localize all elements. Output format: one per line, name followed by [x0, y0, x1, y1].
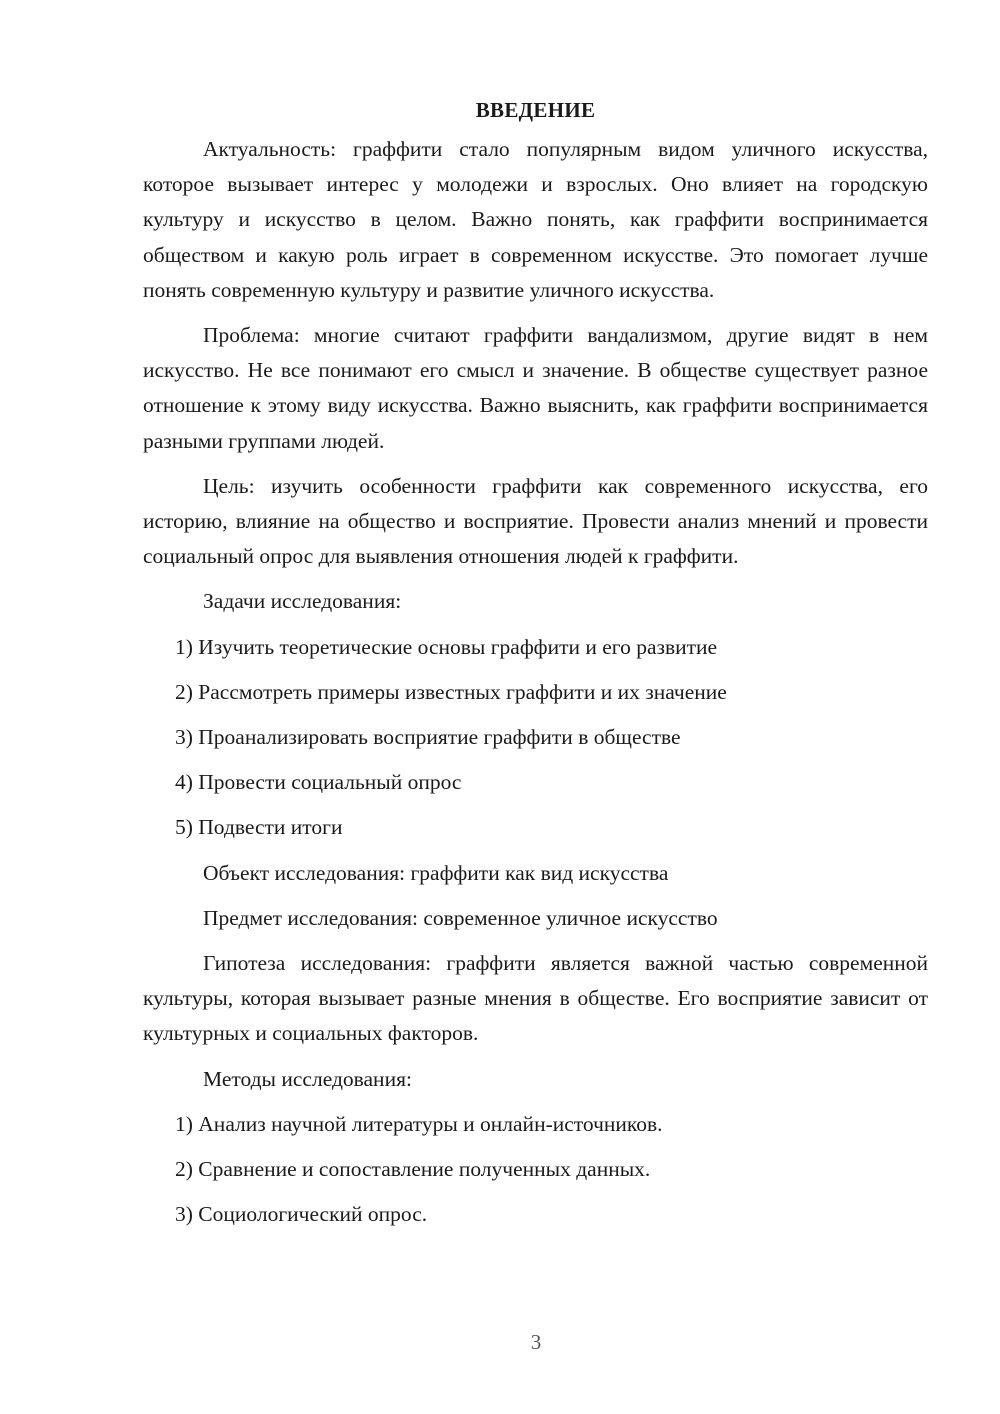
tasks-title: Задачи исследования: — [203, 589, 402, 614]
subject-paragraph: Предмет исследования: современное уличное искусство — [203, 905, 718, 930]
problem-paragraph: Проблема: многие считают граффити вандализмом, другие видят в нем искусство. Не все понимают его смысл и значение. В обществе существует разное отношение к этому виду искусства. Важно выяснить, как граффити воспринимается разными группами людей. — [143, 323, 928, 453]
methods-title: Методы исследования: — [203, 1066, 412, 1091]
goal-paragraph: Цель: изучить особенности граффити как современного искусства, его историю, влияние на общество и восприятие. Провести анализ мнений и провести социальный опрос для выявления отношения людей к граффити. — [143, 473, 928, 569]
task-item: 5) Подвести итоги — [175, 815, 343, 840]
method-item: 1) Анализ научной литературы и онлайн-источников. — [175, 1111, 663, 1136]
task-item: 1) Изучить теоретические основы граффити и его развитие — [175, 634, 718, 659]
section-heading: ВВЕДЕНИЕ — [475, 98, 596, 122]
object-paragraph: Объект исследования: граффити как вид искусства — [203, 860, 669, 885]
relevance-paragraph: Актуальность: граффити стало популярным видом уличного искусства, которое вызывает интерес у молодежи и взрослых. Оно влияет на городскую культуру и искусство в целом. Важно понять, как граффити воспринимается обществом и какую роль играет в современном искусстве. Это помогает лучше понять современную культуру и развитие уличного искусства. — [143, 137, 928, 302]
page-number: 3 — [530, 1330, 542, 1354]
task-item: 3) Проанализировать восприятие граффити в обществе — [175, 725, 681, 750]
task-item: 4) Провести социальный опрос — [175, 770, 462, 795]
hypothesis-paragraph: Гипотеза исследования: граффити является важной частью современной культуры, которая вызывает разные мнения в обществе. Его восприятие зависит от культурных и социальных факторов. — [143, 951, 928, 1046]
method-item: 2) Сравнение и сопоставление полученных данных. — [175, 1157, 651, 1182]
method-item: 3) Социологический опрос. — [175, 1202, 428, 1227]
task-item: 2) Рассмотреть примеры известных граффити и их значение — [175, 679, 727, 704]
document-page — [143, 92, 928, 1242]
